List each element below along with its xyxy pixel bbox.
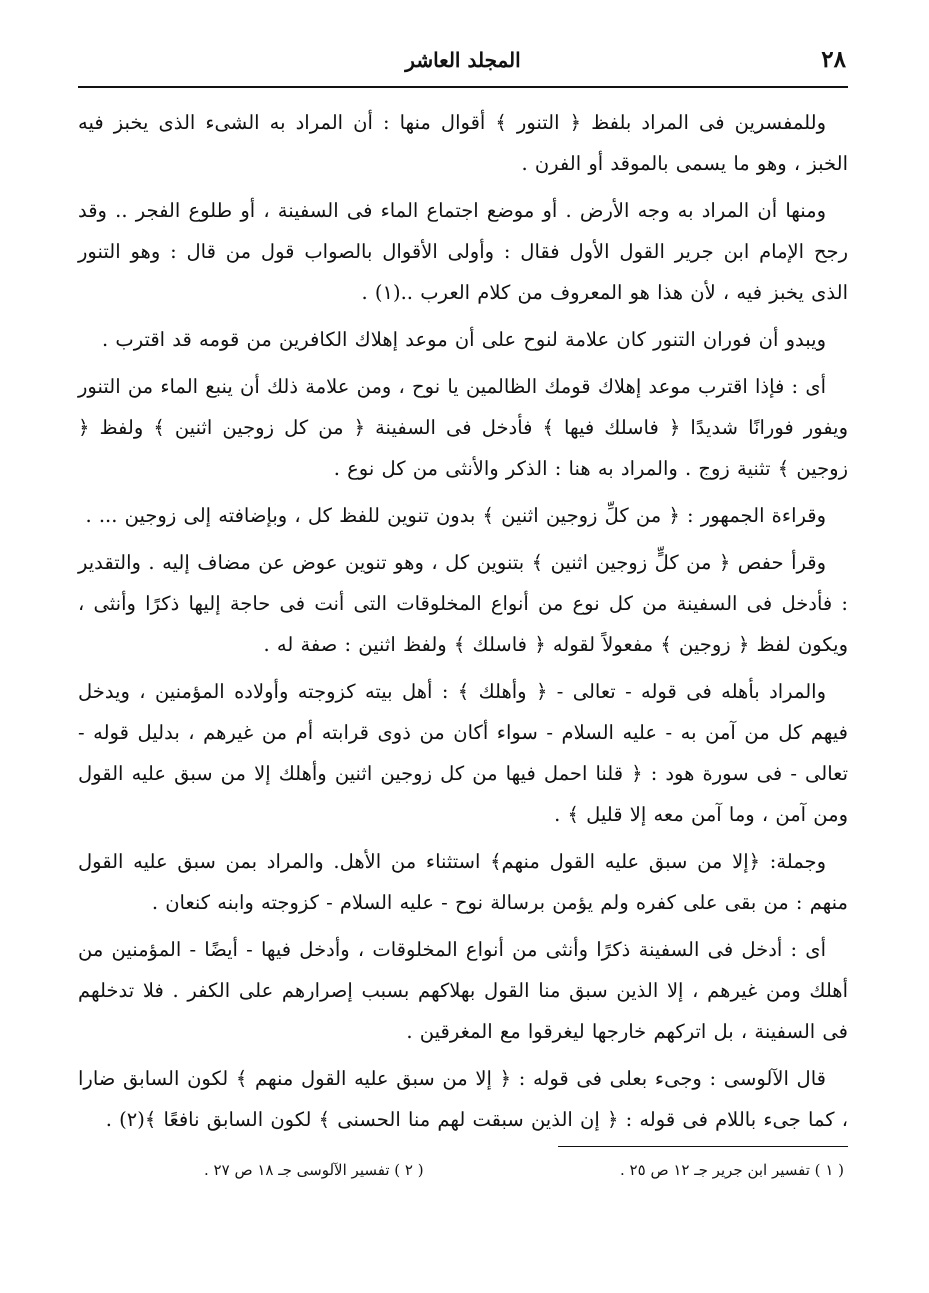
paragraph: ويبدو أن فوران التنور كان علامة لنوح على أن موعد إهلاك الكافرين من قومه قد اقترب .	[101, 328, 826, 351]
paragraph: أى : أدخل فى السفينة ذكرًا وأنثى من أنواع المخلوقات ، وأدخل فيها - أيضًا - المؤمنين من أهلك ومن غيرهم ، إلا الذين سبق منا القول بهلاكهم بسبب إصرارهم على الكفر . فلا تدخلهم فى السفينة ، بل اتركهم خارجها ليغرقوا مع المغرقين .	[78, 938, 848, 1043]
body-text	[78, 102, 848, 1140]
paragraph: والمراد بأهله فى قوله - تعالى - ﴿ وأهلك ﴾ : أهل بيته كزوجته وأولاده المؤمنين ، ويدخل فيهم كل من آمن به - عليه السلام - سواء أكان من ذوى قرابته أم من غيرهم ، بدليل قوله - تعالى - فى سورة هود : ﴿ قلنا احمل فيها من كل زوجين اثنين وأهلك إلا من سبق عليه القول ومن آمن ، وما آمن معه إلا قليل ﴾ .	[78, 680, 848, 826]
paragraph: وجملة: ﴿إلا من سبق عليه القول منهم﴾ استثناء من الأهل. والمراد بمن سبق عليه القول منهم : من بقى على كفره ولم يؤمن برسالة نوح - عليه السلام - كزوجته وابنه كنعان .	[78, 850, 848, 914]
footnote-1: ( ١ ) تفسير ابن جرير جـ ١٢ ص ٢٥ .	[620, 1161, 844, 1179]
book-page	[78, 42, 848, 1179]
paragraph: قال الآلوسى : وجىء بعلى فى قوله : ﴿ إلا من سبق عليه القول منهم ﴾ لكون السابق ضارا ، كما جىء باللام فى قوله : ﴿ إن الذين سبقت لهم منا الحسنى ﴾ لكون السابق نافعًا ﴾(٢) .	[78, 1067, 848, 1131]
running-title: المجلد العاشر	[405, 48, 521, 72]
page-header	[78, 42, 848, 88]
paragraph: ومنها أن المراد به وجه الأرض . أو موضع اجتماع الماء فى السفينة ، أو طلوع الفجر .. وقد رجح الإمام ابن جرير القول الأول فقال : وأولى الأقوال بالصواب قول من قال : وهو التنور الذى يخبز فيه ، لأن هذا هو المعروف من كلام العرب ..(١) .	[78, 199, 848, 304]
footnote-2: ( ٢ ) تفسير الآلوسى جـ ١٨ ص ٢٧ .	[204, 1161, 424, 1179]
footnotes	[204, 1161, 844, 1179]
paragraph: وقرأ حفص ﴿ من كلٍّ زوجين اثنين ﴾ بتنوين كل ، وهو تنوين عوض عن مضاف إليه . والتقدير : فأدخل فى السفينة من كل نوع من أنواع المخلوقات التى أنت فى حاجة إليها ذكرًا وأنثى ، ويكون لفظ ﴿ زوجين ﴾ مفعولاً لقوله ﴿ فاسلك ﴾ ولفظ اثنين : صفة له .	[78, 551, 848, 656]
page-number: ٢٨	[821, 46, 846, 73]
paragraph: أى : فإذا اقترب موعد إهلاك قومك الظالمين يا نوح ، ومن علامة ذلك أن ينبع الماء من التنور ويفور فورانًا شديدًا ﴿ فاسلك فيها ﴾ فأدخل فى السفينة ﴿ من كل زوجين اثنين ﴾ ولفظ ﴿ زوجين ﴾ تثنية زوج . والمراد به هنا : الذكر والأنثى من كل نوع .	[78, 375, 848, 480]
paragraph: وللمفسرين فى المراد بلفظ ﴿ التنور ﴾ أقوال منها : أن المراد به الشىء الذى يخبز فيه الخبز ، وهو ما يسمى بالموقد أو الفرن .	[78, 111, 848, 175]
paragraph: وقراءة الجمهور : ﴿ من كلِّ زوجين اثنين ﴾ بدون تنوين للفظ كل ، وبإضافته إلى زوجين ... .	[85, 504, 826, 527]
footnote-divider	[558, 1146, 848, 1147]
